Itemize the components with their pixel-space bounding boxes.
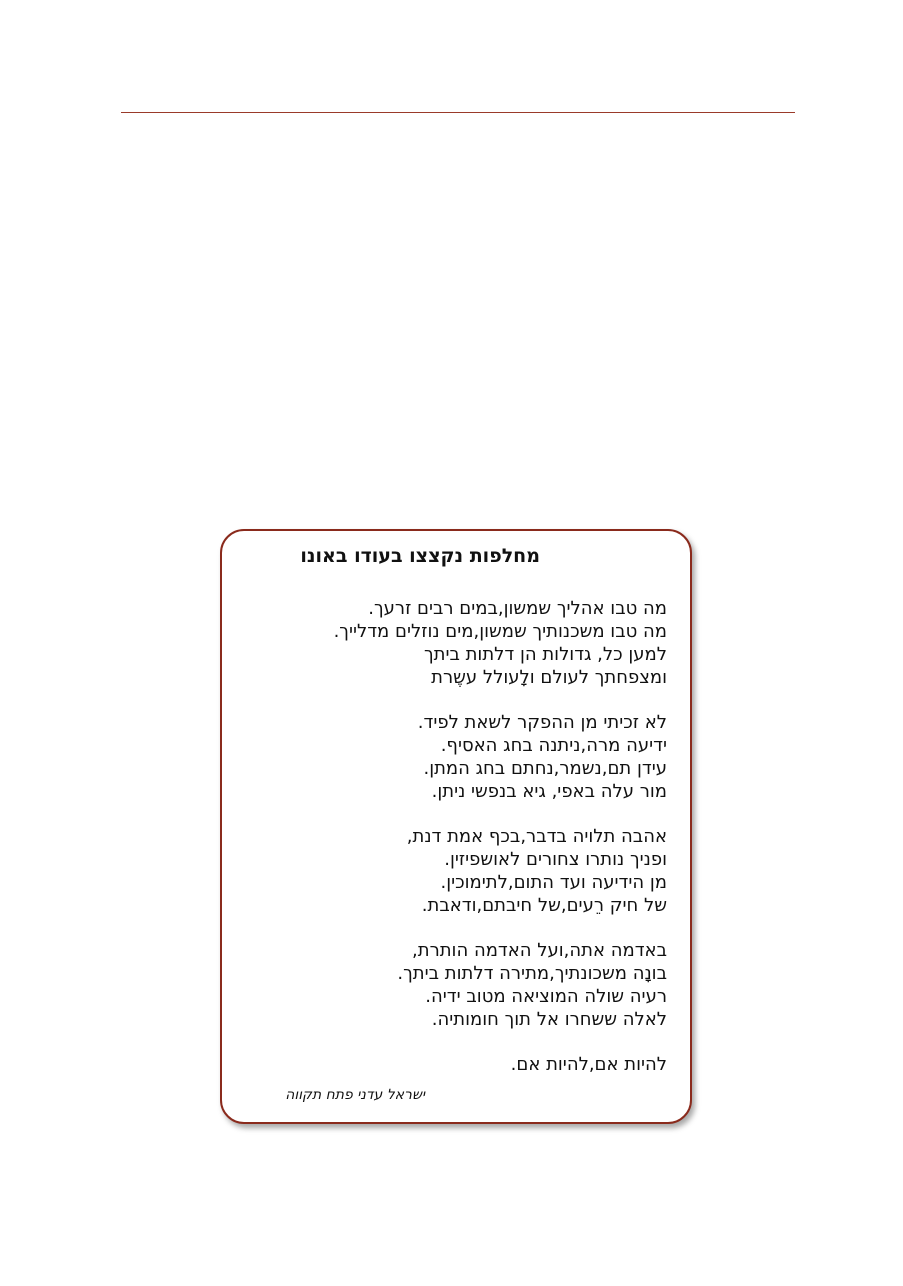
stanza-4 <box>334 939 667 1031</box>
poem-line: לא זכיתי מן ההפקר לשאת לפיד. <box>417 712 667 733</box>
poem-line: מה טבו משכנותיך שמשון,מים נוזלים מדלייך. <box>333 621 667 642</box>
poem-line: של חיק רֵעים,של חיבתם,ודאבת. <box>421 895 667 916</box>
stanza-1 <box>334 597 667 689</box>
poem-line: לאלה ששחרו אל תוך חומותיה. <box>431 1009 667 1030</box>
stanza-3 <box>334 825 667 917</box>
poem-line: מן הידיעה ועד התום,לתימוכין. <box>440 872 667 893</box>
poem-line: מור עלה באפי, גיא בנפשי ניתן. <box>431 781 667 802</box>
poem-body <box>334 597 667 1098</box>
poem-line: ידיעה מרה,ניתנה בחג האסיף. <box>440 735 667 756</box>
poem-line: ופניך נותרו צחורים לאושפיזין. <box>444 849 667 870</box>
poem-line: למען כל, גדולות הן דלתות ביתך <box>423 644 667 665</box>
poem-line: עידן תם,נשמר,נחתם בחג המתן. <box>423 758 667 779</box>
poem-line: באדמה אתה,ועל האדמה הותרת, <box>412 940 667 961</box>
stanza-5 <box>334 1053 667 1076</box>
header-divider <box>121 112 795 113</box>
poem-line: להיות אם,להיות אם. <box>510 1054 667 1075</box>
poem-line: בונָה משכונתיך,מתירה דלתות ביתך. <box>397 963 667 984</box>
poem-title: מחלפות נקצצו בעודו באונו <box>300 545 540 567</box>
stanza-2 <box>334 711 667 803</box>
poem-line: רעיה שולה המוציאה מטוב ידיה. <box>425 986 667 1007</box>
poem-line: אהבה תלויה בדבר,בכף אמת דנת, <box>406 826 667 847</box>
poem-card <box>220 529 692 1124</box>
poem-line: מה טבו אהליך שמשון,במים רבים זרעך. <box>368 598 667 619</box>
poem-line: ומצפחתך לעולם ולָעולל עשֶרת <box>431 667 667 688</box>
poem-author: ישראל עדני פתח תקווה <box>285 1087 425 1103</box>
